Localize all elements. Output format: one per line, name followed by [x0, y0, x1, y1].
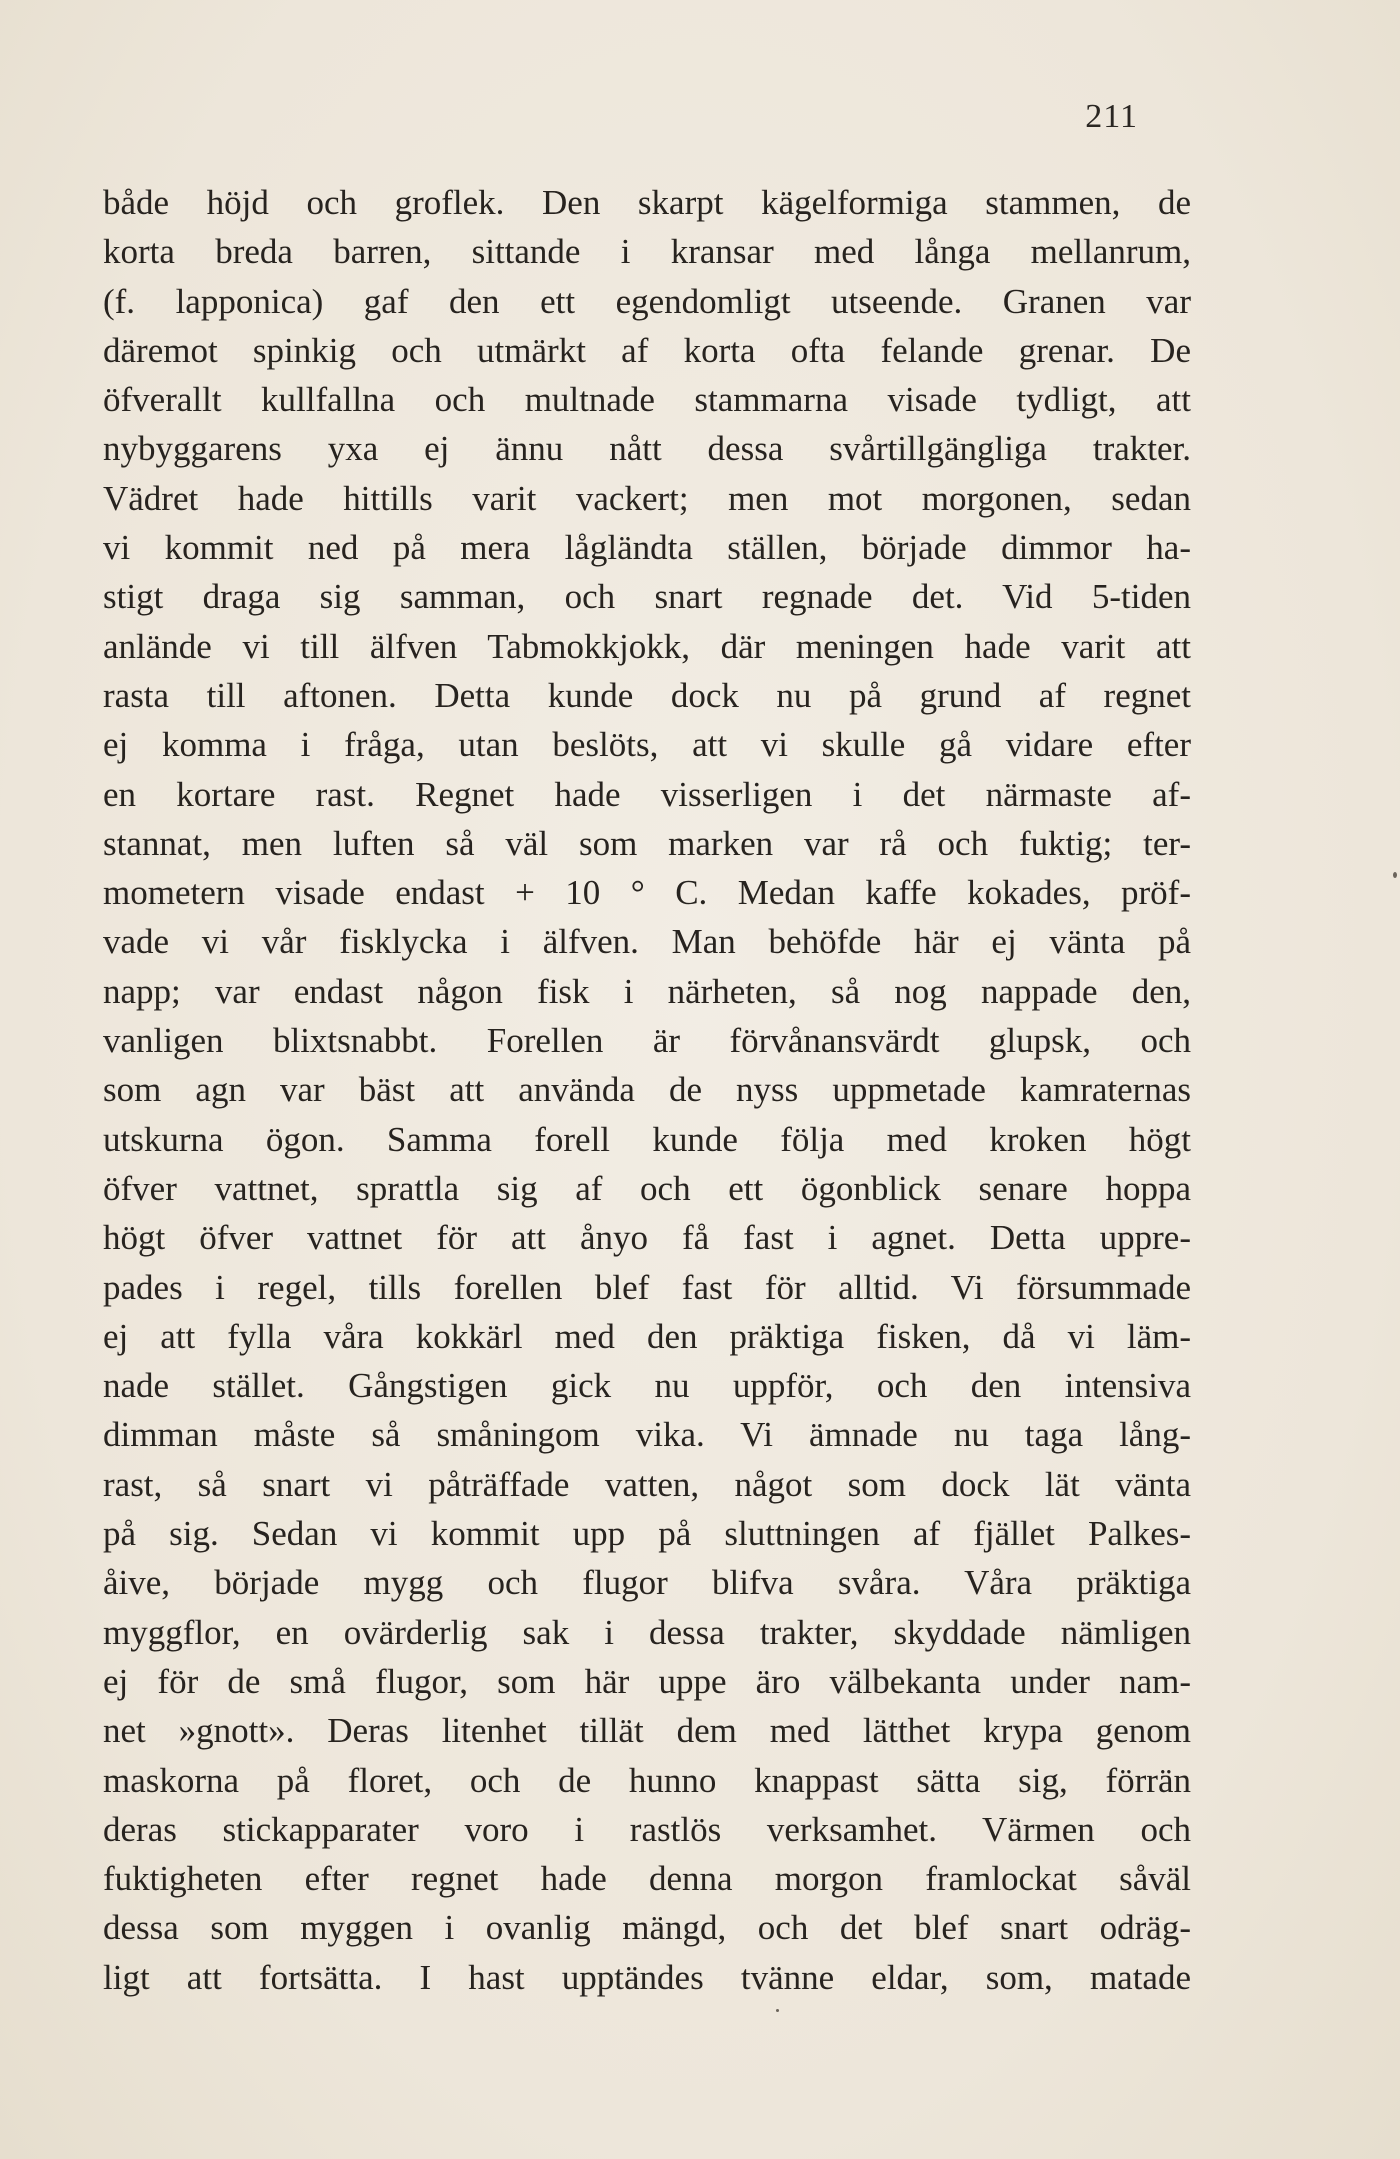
text-line: korta breda barren, sittande i kransar med långa mellanrum,: [103, 232, 1191, 272]
text-line: dessa som myggen i ovanlig mängd, och det blef snart odräg-: [103, 1908, 1191, 1948]
text-line: (f. lapponica) gaf den ett egendomligt utseende. Granen var: [103, 281, 1191, 321]
text-line: däremot spinkig och utmärkt af korta ofta felande grenar. De: [103, 330, 1191, 370]
text-line: anlände vi till älfven Tabmokkjokk, där meningen hade varit att: [103, 626, 1191, 666]
text-line: nade stället. Gångstigen gick nu uppför, och den intensiva: [103, 1366, 1191, 1406]
text-line: nybyggarens yxa ej ännu nått dessa svårtillgängliga trakter.: [103, 429, 1191, 469]
text-line: net »gnott». Deras litenhet tillät dem med lätthet krypa genom: [103, 1711, 1191, 1751]
paper-speck: [776, 2009, 779, 2012]
text-line: napp; var endast någon fisk i närheten, så nog nappade den,: [103, 971, 1191, 1011]
text-line: vanligen blixtsnabbt. Forellen är förvånansvärdt glupsk, och: [103, 1021, 1191, 1061]
text-line: på sig. Sedan vi kommit upp på sluttningen af fjället Palkes-: [103, 1514, 1191, 1554]
paper-speck: [1393, 872, 1397, 878]
text-line: öfver vattnet, sprattla sig af och ett ögonblick senare hoppa: [103, 1168, 1191, 1208]
text-line: vade vi vår fisklycka i älfven. Man behöfde här ej vänta på: [103, 922, 1191, 962]
text-line: som agn var bäst att använda de nyss uppmetade kamraternas: [103, 1070, 1191, 1110]
text-line: mometern visade endast + 10 ° C. Medan kaffe kokades, pröf-: [103, 873, 1191, 913]
text-line: stigt draga sig samman, och snart regnade det. Vid 5-tiden: [103, 577, 1191, 617]
text-line: dimman måste så småningom vika. Vi ämnade nu taga lång-: [103, 1415, 1191, 1455]
text-line: ligt att fortsätta. I hast upptändes tvänne eldar, som, matade: [103, 1957, 1191, 1997]
text-line: en kortare rast. Regnet hade visserligen i det närmaste af-: [103, 774, 1191, 814]
body-text: [103, 178, 1191, 2002]
text-line: fuktigheten efter regnet hade denna morgon framlockat såväl: [103, 1859, 1191, 1899]
text-line: utskurna ögon. Samma forell kunde följa med kroken högt: [103, 1119, 1191, 1159]
text-line: stannat, men luften så väl som marken var rå och fuktig; ter-: [103, 823, 1191, 863]
text-line: pades i regel, tills forellen blef fast för alltid. Vi försummade: [103, 1267, 1191, 1307]
text-line: vi kommit ned på mera lågländta ställen, började dimmor ha-: [103, 528, 1191, 568]
text-line: maskorna på floret, och de hunno knappast sätta sig, förrän: [103, 1760, 1191, 1800]
text-line: rast, så snart vi påträffade vatten, något som dock lät vänta: [103, 1464, 1191, 1504]
text-line: Vädret hade hittills varit vackert; men mot morgonen, sedan: [103, 478, 1191, 518]
text-line: myggflor, en ovärderlig sak i dessa trakter, skyddade nämligen: [103, 1612, 1191, 1652]
text-line: högt öfver vattnet för att ånyo få fast i agnet. Detta uppre-: [103, 1218, 1191, 1258]
text-line: både höjd och groflek. Den skarpt kägelformiga stammen, de: [103, 183, 1191, 222]
text-line: rasta till aftonen. Detta kunde dock nu på grund af regnet: [103, 675, 1191, 715]
text-line: ej att fylla våra kokkärl med den präktiga fisken, då vi läm-: [103, 1316, 1191, 1356]
text-line: ej för de små flugor, som här uppe äro välbekanta under nam-: [103, 1661, 1191, 1701]
text-line: öfverallt kullfallna och multnade stammarna visade tydligt, att: [103, 380, 1191, 420]
text-line: deras stickapparater voro i rastlös verksamhet. Värmen och: [103, 1809, 1191, 1849]
text-line: ej komma i fråga, utan beslöts, att vi skulle gå vidare efter: [103, 725, 1191, 765]
page-number: 211: [1085, 98, 1138, 135]
text-line: åive, började mygg och flugor blifva svåra. Våra präktiga: [103, 1563, 1191, 1603]
